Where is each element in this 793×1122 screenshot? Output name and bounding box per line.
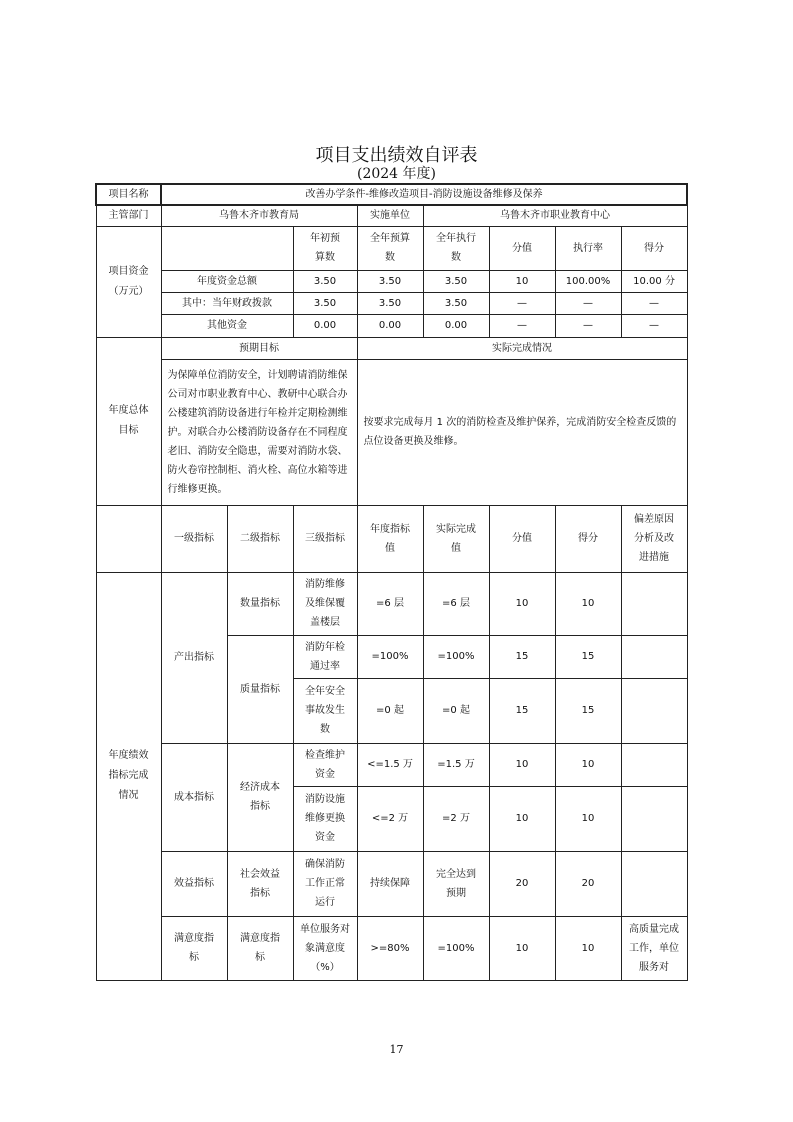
level2-econ-cost: 经济成本指标	[227, 743, 293, 851]
funds-header: 全年预算数	[357, 226, 423, 270]
funds-header-blank	[161, 226, 293, 270]
target-cell: >=80%	[357, 916, 423, 980]
funds-cell: —	[555, 292, 621, 314]
funds-header: 执行率	[555, 226, 621, 270]
impl-label: 实施单位	[357, 205, 423, 226]
indicator-header: 二级指标	[227, 505, 293, 572]
score-cell: 10	[489, 743, 555, 786]
level1-satisfaction: 满意度指标	[161, 916, 227, 980]
funds-cell: 0.00	[423, 314, 489, 337]
indicator-header-blank	[96, 505, 161, 572]
dept-label: 主管部门	[96, 205, 161, 226]
actual-cell: =1.5 万	[423, 743, 489, 786]
funds-cell: —	[621, 314, 687, 337]
funds-cell: 0.00	[293, 314, 357, 337]
target-cell: <=2 万	[357, 786, 423, 851]
target-cell: =6 层	[357, 572, 423, 635]
actual-cell: 完全达到预期	[423, 851, 489, 916]
funds-cell: 3.50	[357, 292, 423, 314]
funds-row-name: 年度资金总额	[161, 270, 293, 292]
level3-cell: 检查维护资金	[293, 743, 357, 786]
performance-table	[95, 183, 688, 981]
got-cell: 10	[555, 916, 621, 980]
target-cell: =0 起	[357, 678, 423, 743]
funds-cell: —	[489, 292, 555, 314]
level3-cell: 确保消防工作正常运行	[293, 851, 357, 916]
level3-cell: 消防设施维修更换资金	[293, 786, 357, 851]
funds-header: 得分	[621, 226, 687, 270]
score-cell: 10	[489, 916, 555, 980]
target-cell: <=1.5 万	[357, 743, 423, 786]
page-title: 项目支出绩效自评表	[315, 145, 478, 166]
indicator-header: 三级指标	[293, 505, 357, 572]
score-cell: 10	[489, 786, 555, 851]
note-cell	[621, 635, 687, 678]
indicator-header: 偏差原因分析及改进措施	[621, 505, 687, 572]
indicator-header: 分值	[489, 505, 555, 572]
target-cell: 持续保障	[357, 851, 423, 916]
expected-goal-label: 预期目标	[161, 337, 357, 359]
note-cell	[621, 851, 687, 916]
indicators-label: 年度绩效指标完成情况	[96, 572, 161, 980]
got-cell: 10	[555, 786, 621, 851]
funds-cell: 3.50	[293, 270, 357, 292]
funds-header: 全年执行数	[423, 226, 489, 270]
page-subtitle: (2024 年度)	[356, 166, 436, 182]
score-cell: 15	[489, 678, 555, 743]
actual-goal-text: 按要求完成每月 1 次的消防检查及维护保养，完成消防安全检查反馈的点位设备更换及维修。	[357, 359, 687, 505]
level3-cell: 消防年检通过率	[293, 635, 357, 678]
expected-goal-text: 为保障单位消防安全，计划聘请消防维保公司对市职业教育中心、教研中心联合办公楼建筑消防设备进行年检并定期检测维护。对联合办公楼消防设备存在不同程度老旧、消防安全隐患，需要对消防水袋、防火卷帘控制柜、消火栓、高位水箱等进行维修更换。	[161, 359, 357, 505]
funds-cell: 3.50	[423, 270, 489, 292]
indicator-header: 年度指标值	[357, 505, 423, 572]
note-cell: 高质量完成工作，单位服务对	[621, 916, 687, 980]
indicator-header: 实际完成值	[423, 505, 489, 572]
score-cell: 15	[489, 635, 555, 678]
target-cell: =100%	[357, 635, 423, 678]
funds-cell: 100.00%	[555, 270, 621, 292]
impl-value: 乌鲁木齐市职业教育中心	[423, 205, 687, 226]
note-cell	[621, 743, 687, 786]
got-cell: 15	[555, 678, 621, 743]
got-cell: 15	[555, 635, 621, 678]
score-cell: 10	[489, 572, 555, 635]
got-cell: 10	[555, 743, 621, 786]
funds-cell: 10.00 分	[621, 270, 687, 292]
level2-quantity: 数量指标	[227, 572, 293, 635]
funds-row-name: 其他资金	[161, 314, 293, 337]
funds-cell: 3.50	[357, 270, 423, 292]
dept-value: 乌鲁木齐市教育局	[161, 205, 357, 226]
goals-label: 年度总体目标	[96, 337, 161, 505]
funds-cell: 0.00	[357, 314, 423, 337]
level2-satisfaction: 满意度指标	[227, 916, 293, 980]
level1-benefit: 效益指标	[161, 851, 227, 916]
note-cell	[621, 678, 687, 743]
funds-cell: —	[555, 314, 621, 337]
level2-quality: 质量指标	[227, 635, 293, 743]
funds-label: 项目资金（万元）	[96, 226, 161, 337]
level1-output: 产出指标	[161, 572, 227, 743]
indicator-header: 一级指标	[161, 505, 227, 572]
actual-cell: =2 万	[423, 786, 489, 851]
note-cell	[621, 572, 687, 635]
level1-cost: 成本指标	[161, 743, 227, 851]
funds-cell: —	[489, 314, 555, 337]
level2-social: 社会效益指标	[227, 851, 293, 916]
indicator-header: 得分	[555, 505, 621, 572]
funds-header: 分值	[489, 226, 555, 270]
got-cell: 20	[555, 851, 621, 916]
score-cell: 20	[489, 851, 555, 916]
actual-cell: =6 层	[423, 572, 489, 635]
level3-cell: 单位服务对象满意度（%）	[293, 916, 357, 980]
funds-cell: 3.50	[293, 292, 357, 314]
actual-cell: =100%	[423, 916, 489, 980]
level3-cell: 消防维修及维保覆盖楼层	[293, 572, 357, 635]
note-cell	[621, 786, 687, 851]
funds-cell: 3.50	[423, 292, 489, 314]
actual-cell: =0 起	[423, 678, 489, 743]
project-name-label: 项目名称	[96, 184, 161, 205]
actual-goal-label: 实际完成情况	[357, 337, 687, 359]
funds-row-name: 其中：当年财政拨款	[161, 292, 293, 314]
funds-cell: 10	[489, 270, 555, 292]
level3-cell: 全年安全事故发生数	[293, 678, 357, 743]
project-name-value: 改善办学条件-维修改造项目-消防设施设备维修及保养	[161, 184, 687, 205]
page-number: 17	[389, 1043, 404, 1056]
funds-header: 年初预算数	[293, 226, 357, 270]
actual-cell: =100%	[423, 635, 489, 678]
funds-cell: —	[621, 292, 687, 314]
got-cell: 10	[555, 572, 621, 635]
